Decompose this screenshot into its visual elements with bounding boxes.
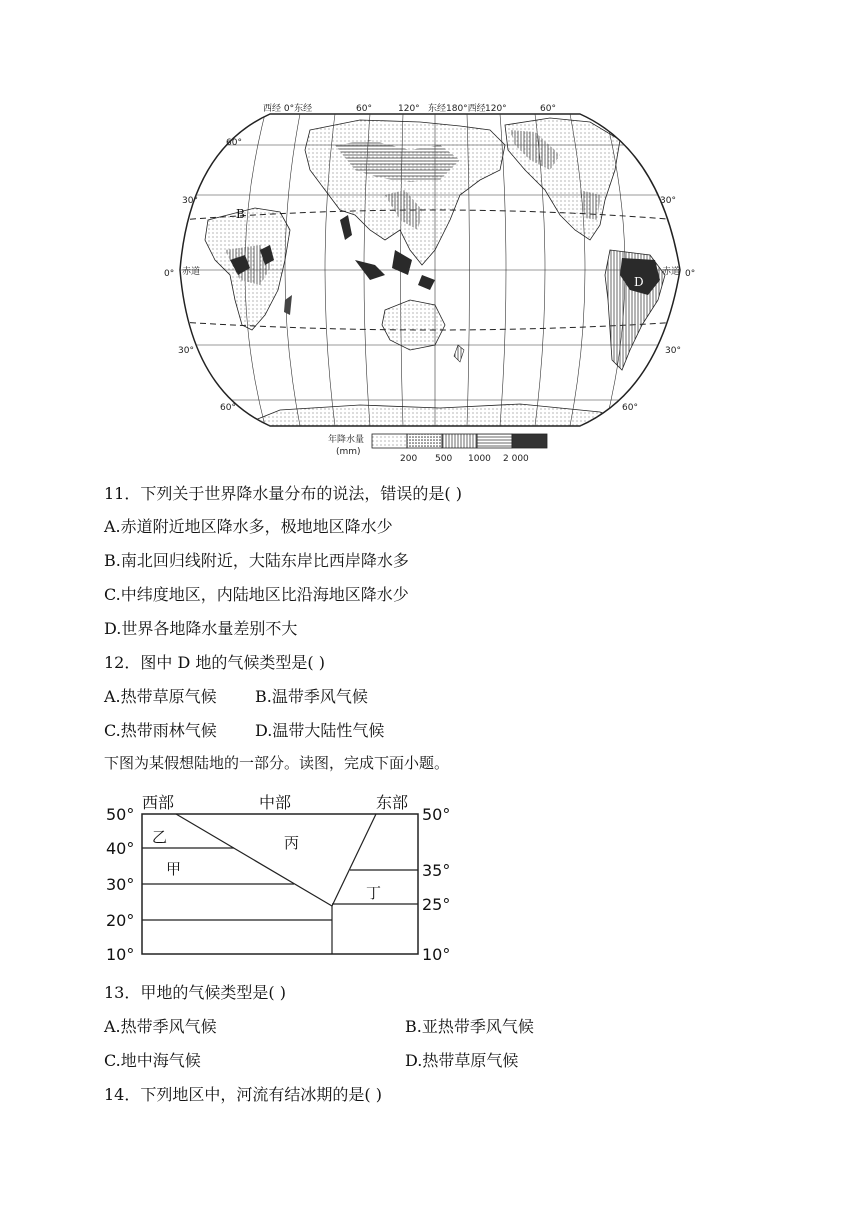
label-west: 西部 <box>142 793 175 812</box>
question-11-option-b[interactable]: B.南北回归线附近，大陆东岸比西岸降水多 <box>104 551 409 570</box>
map-top-label: 120° <box>398 104 420 114</box>
map-left-label: 60° <box>226 138 242 148</box>
map-left-label: 30° <box>182 196 198 206</box>
question-11-option-c[interactable]: C.中纬度地区，内陆地区比沿海地区降水少 <box>104 585 409 604</box>
map-top-label: 西经 0°东经 <box>263 104 313 114</box>
region-jia: 甲 <box>166 860 182 878</box>
region-bing: 丙 <box>284 834 300 852</box>
left-latitude: 30° <box>106 875 135 894</box>
right-latitude: 10° <box>422 945 451 964</box>
map-top-label: 60° <box>356 104 372 114</box>
question-12-option-b[interactable]: B.温带季风气候 <box>255 687 368 706</box>
question-13-option-d[interactable]: D.热带草原气候 <box>405 1051 519 1070</box>
left-latitude: 50° <box>106 805 135 824</box>
map-right-label: 0° <box>685 269 696 279</box>
map-left-label: 0° <box>164 269 175 279</box>
left-latitude: 10° <box>106 945 135 964</box>
point-d-label: D <box>634 275 644 289</box>
legend-boxes <box>372 434 547 448</box>
question-11-stem: 11．下列关于世界降水量分布的说法，错误的是( ) <box>104 484 462 503</box>
section-intro: 下图为某假想陆地的一部分。读图，完成下面小题。 <box>104 754 450 772</box>
legend-value: 200 <box>400 454 418 464</box>
hypothetical-land-diagram <box>104 788 464 968</box>
equator-label-left: 赤道 <box>182 267 201 277</box>
region-ding: 丁 <box>366 884 382 902</box>
legend-value: 2 000 <box>503 454 529 464</box>
equator-label-right: 赤道 <box>662 267 681 277</box>
legend-unit: (mm) <box>336 447 361 457</box>
map-top-label: 东经180°西经 <box>428 104 486 114</box>
question-12-stem: 12．图中 D 地的气候类型是( ) <box>104 653 325 672</box>
question-13-option-c[interactable]: C.地中海气候 <box>104 1051 201 1070</box>
label-middle: 中部 <box>259 793 292 812</box>
right-latitude: 25° <box>422 895 451 914</box>
map-top-label: 60° <box>540 104 556 114</box>
question-12-option-c[interactable]: C.热带雨林气候 <box>104 721 217 740</box>
question-11-option-a[interactable]: A.赤道附近地区降水多，极地地区降水少 <box>104 517 393 536</box>
question-13-option-a[interactable]: A.热带季风气候 <box>104 1017 217 1036</box>
question-14-stem: 14．下列地区中，河流有结冰期的是( ) <box>104 1085 382 1104</box>
right-latitude: 35° <box>422 861 451 880</box>
map-top-label: 120° <box>485 104 507 114</box>
world-precipitation-map <box>160 100 700 472</box>
question-11-option-d[interactable]: D.世界各地降水量差别不大 <box>104 619 298 638</box>
map-left-label: 60° <box>220 403 236 413</box>
legend-value: 1000 <box>468 454 491 464</box>
map-right-label: 30° <box>665 346 681 356</box>
legend-title: 年降水量 <box>328 435 365 445</box>
map-right-label: 30° <box>660 196 676 206</box>
left-latitude: 40° <box>106 839 135 858</box>
question-12-option-d[interactable]: D.温带大陆性气候 <box>255 721 385 740</box>
map-right-label: 60° <box>622 403 638 413</box>
question-13-option-b[interactable]: B.亚热带季风气候 <box>405 1017 534 1036</box>
map-left-label: 30° <box>178 346 194 356</box>
region-yi: 乙 <box>152 828 168 846</box>
point-b-label: B <box>236 207 245 221</box>
left-latitude: 20° <box>106 911 135 930</box>
question-13-stem: 13．甲地的气候类型是( ) <box>104 983 286 1002</box>
label-east: 东部 <box>376 793 409 812</box>
legend-value: 500 <box>435 454 453 464</box>
right-latitude: 50° <box>422 805 451 824</box>
question-12-option-a[interactable]: A.热带草原气候 <box>104 687 217 706</box>
